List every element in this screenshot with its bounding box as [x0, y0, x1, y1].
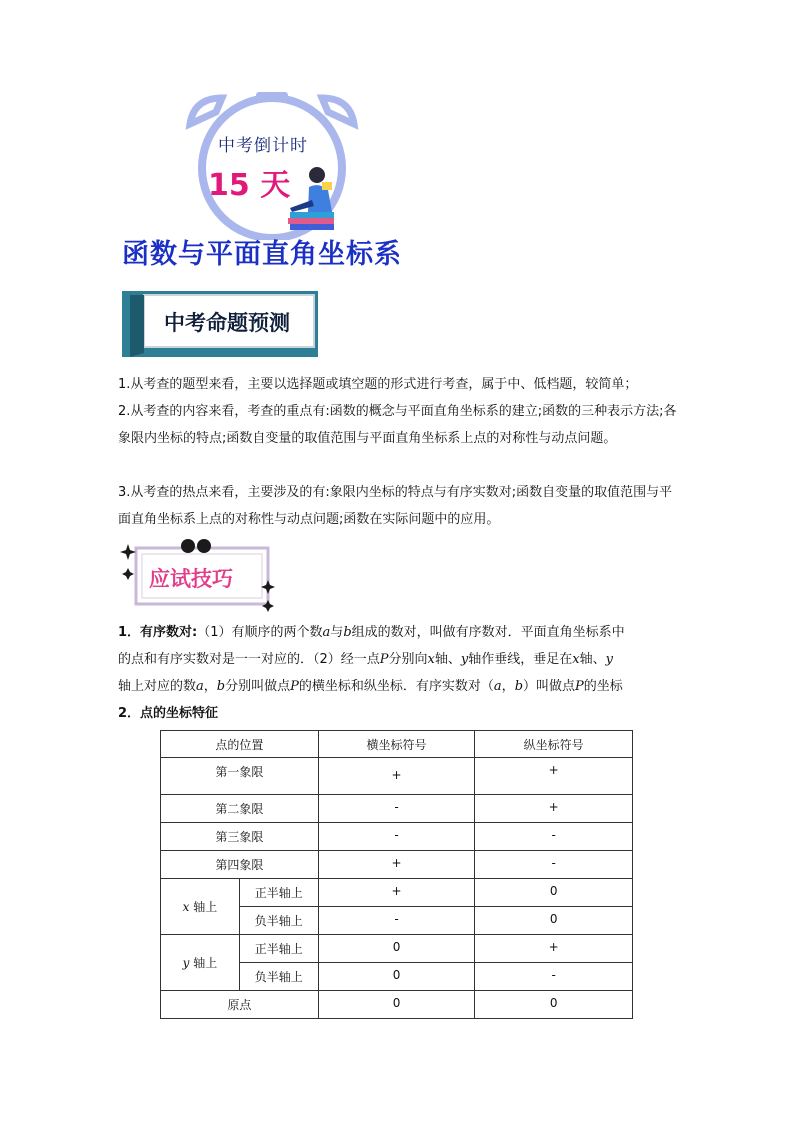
- cell-y-sign: 0: [475, 879, 633, 907]
- tip-1-line-2: 的点和有序实数对是一一对应的．（2）经一点P分别向x轴、y轴作垂线，垂足在x轴、y: [118, 652, 613, 667]
- cell-y-sign: +: [475, 795, 633, 823]
- cell-y-sign: +: [475, 935, 633, 963]
- tip-1-line-1: 1．有序数对:（1）有顺序的两个数a与b组成的数对，叫做有序数对．平面直角坐标系中: [118, 625, 625, 640]
- cell-x-sign: -: [318, 795, 475, 823]
- cell-x-sign: 0: [318, 963, 475, 991]
- prediction-item-3: 3.从考查的热点来看，主要涉及的有:象限内坐标的特点与有序实数对;函数自变量的取值范围与平面直角坐标系上点的对称性与动点问题;函数在实际问题中的应用。: [118, 485, 673, 527]
- cell-position: 负半轴上: [239, 963, 318, 991]
- cell-position: 正半轴上: [239, 879, 318, 907]
- cell-position: 正半轴上: [239, 935, 318, 963]
- header-y-sign: 纵坐标符号: [475, 731, 633, 758]
- tip-2-heading: 2．点的坐标特征: [118, 706, 219, 721]
- cell-position: 第四象限: [161, 851, 319, 879]
- cell-y-sign: -: [475, 963, 633, 991]
- table-row: [161, 935, 633, 963]
- cell-y-axis: y 轴上: [161, 935, 240, 991]
- cell-position: 原点: [161, 991, 319, 1019]
- cell-x-axis: x 轴上: [161, 879, 240, 935]
- prediction-item-1: 1.从考查的题型来看，主要以选择题或填空题的形式进行考查，属于中、低档题，较简单；: [118, 377, 638, 392]
- tip-1-line-3: 轴上对应的数a，b分别叫做点P的横坐标和纵坐标．有序实数对（a，b）叫做点P的坐标: [118, 679, 623, 694]
- cell-x-sign: -: [318, 907, 475, 935]
- header-position: 点的位置: [161, 731, 319, 758]
- cell-x-sign: 0: [318, 935, 475, 963]
- table-row: [161, 823, 633, 851]
- cell-x-sign: +: [318, 758, 475, 795]
- table-row: [161, 991, 633, 1019]
- coordinate-sign-table: [160, 730, 633, 1019]
- badge-days: 15 天: [208, 168, 291, 203]
- cell-position: 第一象限: [161, 758, 319, 795]
- cell-position: 负半轴上: [239, 907, 318, 935]
- cell-y-sign: 0: [475, 907, 633, 935]
- table-header-row: [161, 731, 633, 758]
- section2-heading: 应试技巧: [149, 567, 233, 591]
- cell-x-sign: 0: [318, 991, 475, 1019]
- cell-y-sign: +: [475, 758, 633, 795]
- cell-position: 第二象限: [161, 795, 319, 823]
- cell-y-sign: -: [475, 851, 633, 879]
- cell-x-sign: -: [318, 823, 475, 851]
- cell-y-sign: -: [475, 823, 633, 851]
- table-row: [161, 795, 633, 823]
- cell-x-sign: +: [318, 879, 475, 907]
- table-row: [161, 879, 633, 907]
- header-x-sign: 横坐标符号: [318, 731, 475, 758]
- table-row: [161, 851, 633, 879]
- cell-x-sign: +: [318, 851, 475, 879]
- section1-heading: 中考命题预测: [164, 311, 290, 335]
- cell-position: 第三象限: [161, 823, 319, 851]
- badge-label: 中考倒计时: [218, 136, 308, 156]
- page-title: 函数与平面直角坐标系: [122, 239, 402, 270]
- table-row: [161, 758, 633, 795]
- cell-y-sign: 0: [475, 991, 633, 1019]
- prediction-item-2: 2.从考查的内容来看，考查的重点有:函数的概念与平面直角坐标系的建立;函数的三种表示方法;各象限内坐标的特点;函数自变量的取值范围与平面直角坐标系上点的对称性与动点问题。: [118, 404, 677, 446]
